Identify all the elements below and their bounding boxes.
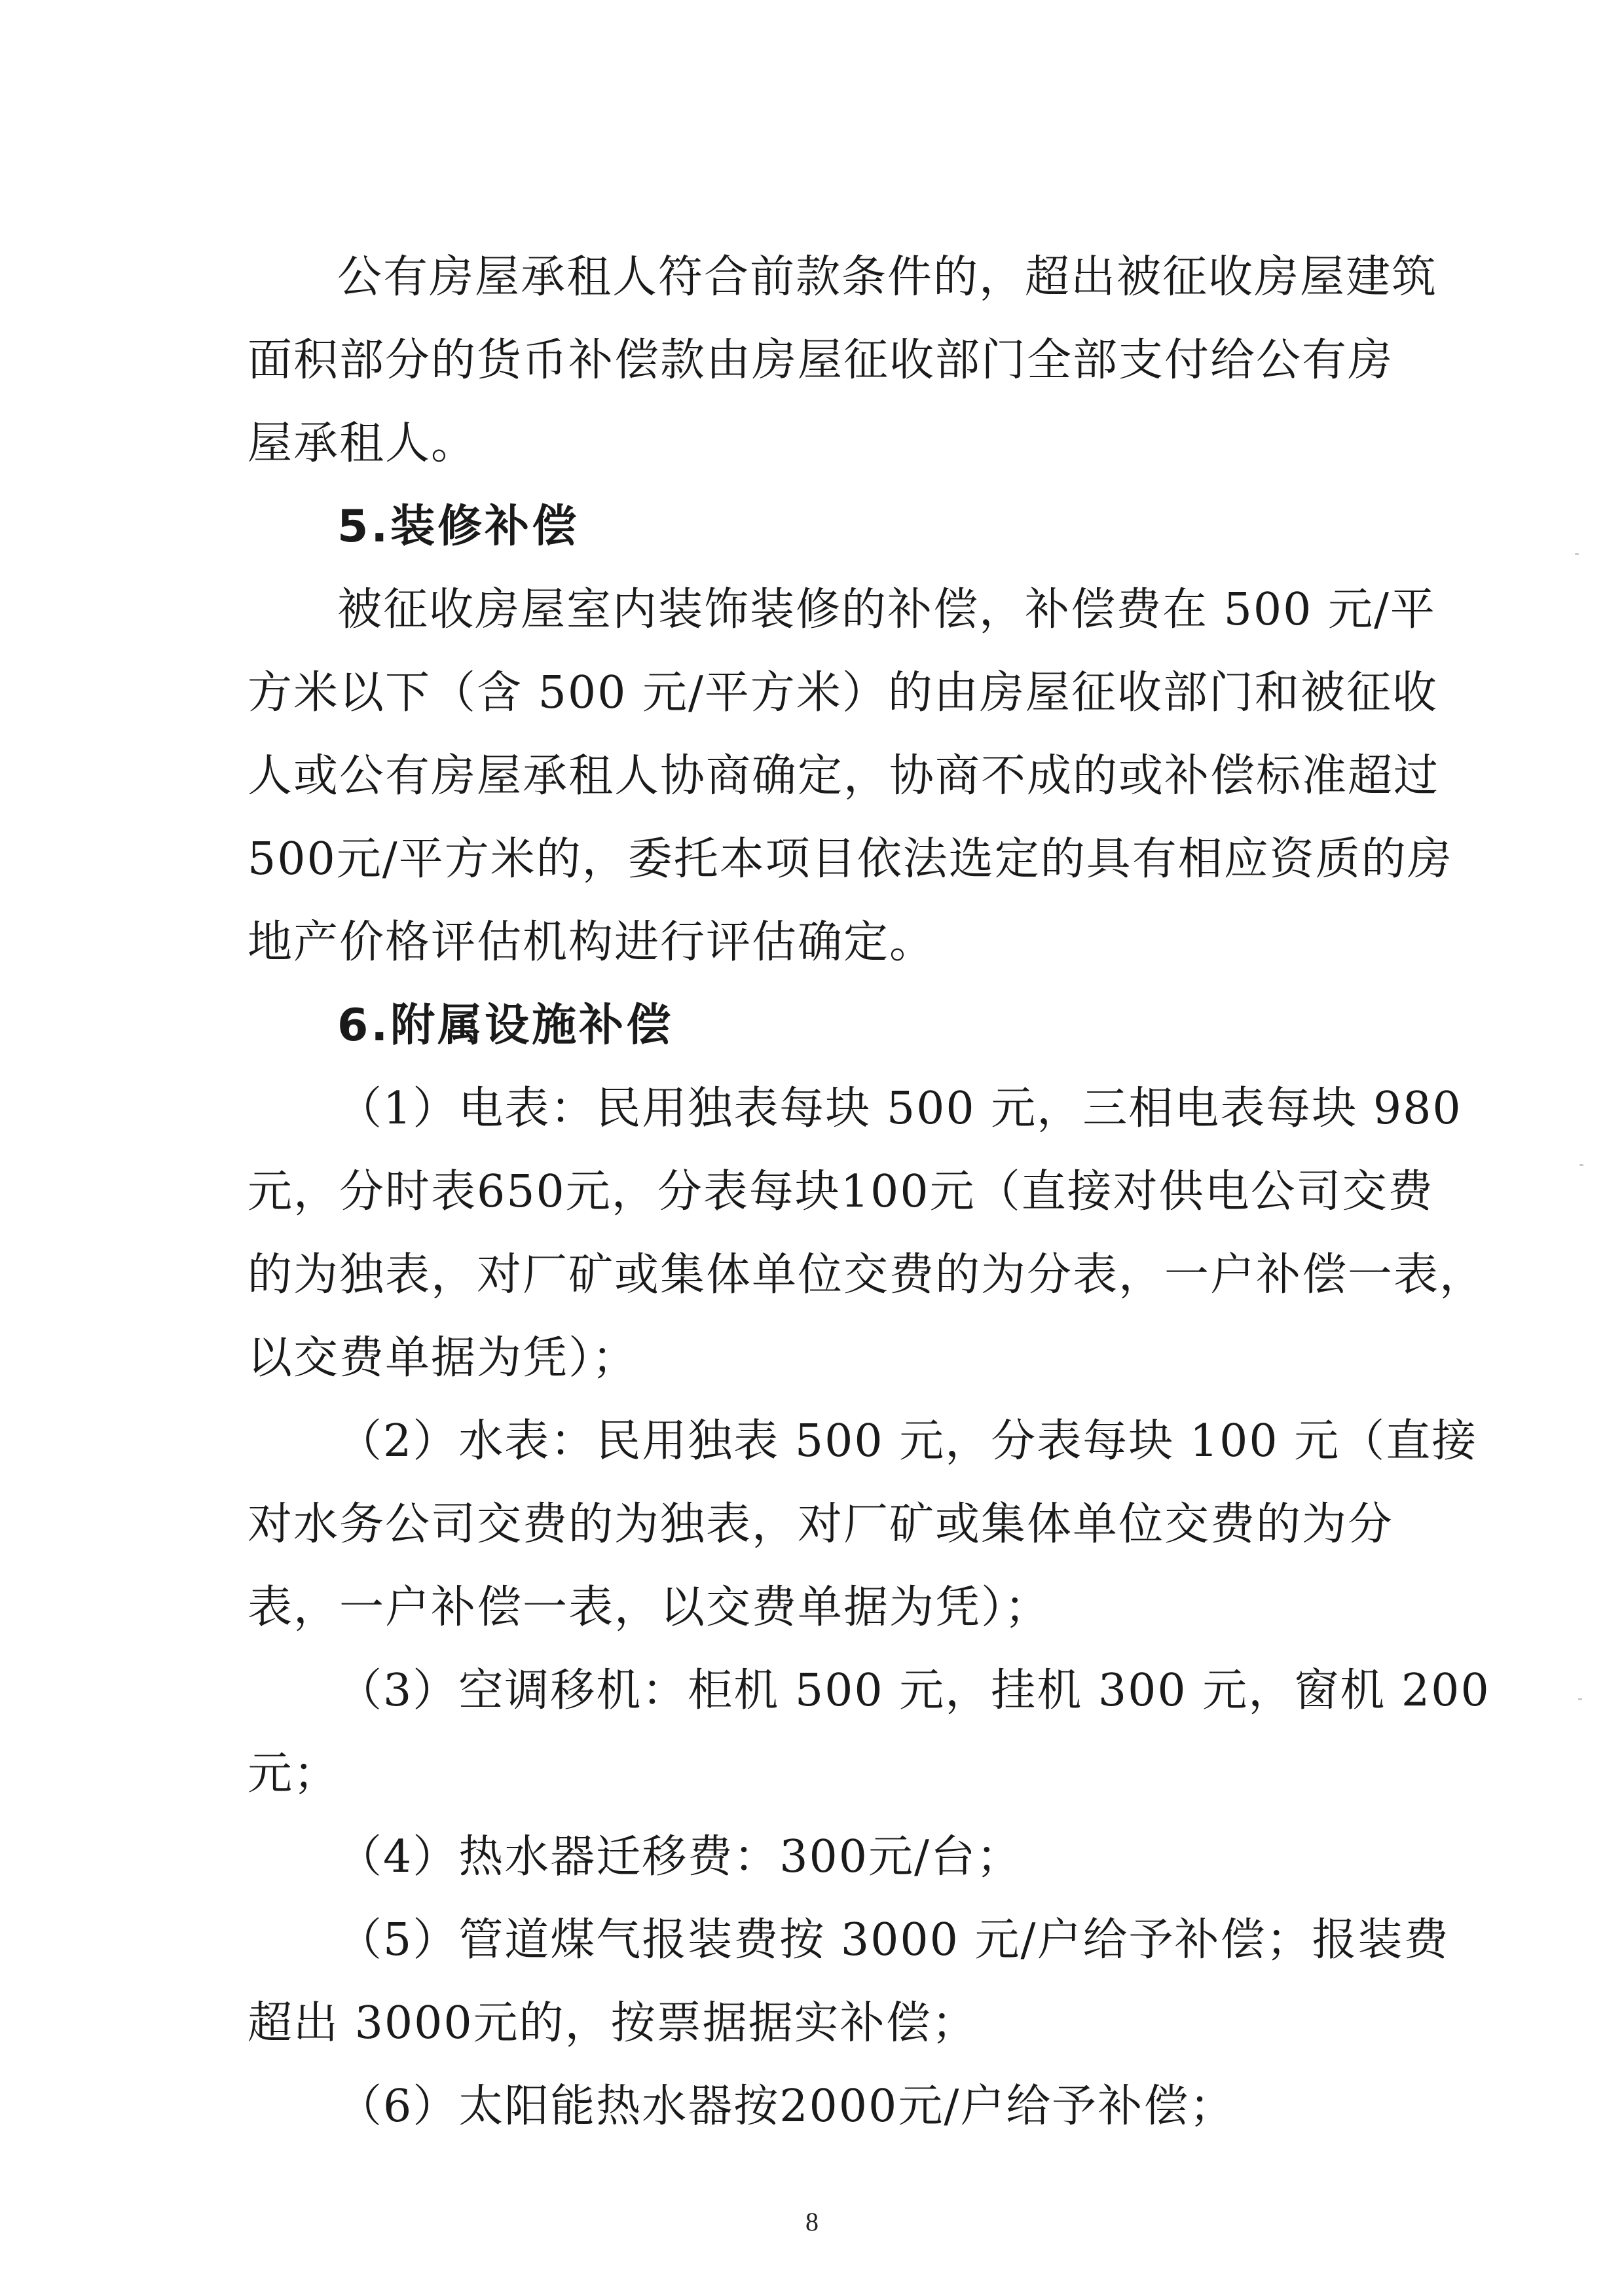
text-line: （2）水表：民用独表 500 元，分表每块 100 元（直接 [337, 1415, 1478, 1467]
section-heading-ancillary-facilities: 6.附属设施补偿 [337, 1000, 674, 1051]
text-line: 面积部分的货币补偿款由房屋征收部门全部支付给公有房 [248, 335, 1394, 386]
text-line: （5）管道煤气报装费按 3000 元/户给予补偿；报装费 [337, 1914, 1450, 1966]
section-heading-decoration-compensation: 5.装修补偿 [337, 501, 580, 553]
text-line: 对水务公司交费的为独表，对厂矿或集体单位交费的为分 [248, 1499, 1394, 1550]
list-item-air-conditioner [248, 1649, 1490, 1815]
text-line: （4）热水器迁移费：300元/台； [337, 1831, 1022, 1883]
scan-speck [1575, 553, 1579, 555]
text-line: 以交费单据为凭）； [248, 1332, 638, 1384]
page-number: 8 [805, 2207, 819, 2236]
text-line: 屋承租人。 [248, 418, 477, 469]
text-line: 被征收房屋室内装饰装修的补偿，补偿费在 500 元/平 [337, 584, 1436, 636]
text-line: 超出 3000元的，按票据据实补偿； [248, 1997, 978, 2049]
text-line: 元； [248, 1748, 340, 1800]
text-line: 方米以下（含 500 元/平方米）的由房屋征收部门和被征收 [248, 667, 1438, 719]
paragraph-tenant-excess-area [248, 236, 1438, 485]
text-line: 的为独表，对厂矿或集体单位交费的为分表，一户补偿一表， [248, 1249, 1486, 1301]
document-page [248, 236, 1490, 2148]
text-line: 公有房屋承租人符合前款条件的，超出被征收房屋建筑 [337, 251, 1438, 303]
text-line: 人或公有房屋承租人协商确定，协商不成的或补偿标准超过 [248, 750, 1440, 802]
list-item-water-meter [248, 1400, 1478, 1649]
list-item-gas-installation [248, 1899, 1450, 2065]
scan-speck [1578, 1698, 1582, 1700]
text-line: （1）电表：民用独表每块 500 元，三相电表每块 980 [337, 1083, 1462, 1135]
text-line: （6）太阳能热水器按2000元/户给予补偿； [337, 2081, 1236, 2132]
list-item-electric-meter [248, 1067, 1486, 1400]
text-line: （3）空调移机：柜机 500 元，挂机 300 元，窗机 200 [337, 1665, 1490, 1717]
scan-speck [1579, 1164, 1583, 1166]
paragraph-decoration-compensation [248, 568, 1453, 984]
text-line: 地产价格评估机构进行评估确定。 [248, 917, 936, 968]
list-item-solar-water-heater [248, 2065, 1374, 2148]
text-line: 表，一户补偿一表，以交费单据为凭）； [248, 1582, 1051, 1633]
text-line: 500元/平方米的，委托本项目依法选定的具有相应资质的房 [248, 833, 1453, 885]
list-item-water-heater [248, 1815, 1374, 1899]
text-line: 元，分时表650元，分表每块100元（直接对供电公司交费 [248, 1166, 1434, 1218]
